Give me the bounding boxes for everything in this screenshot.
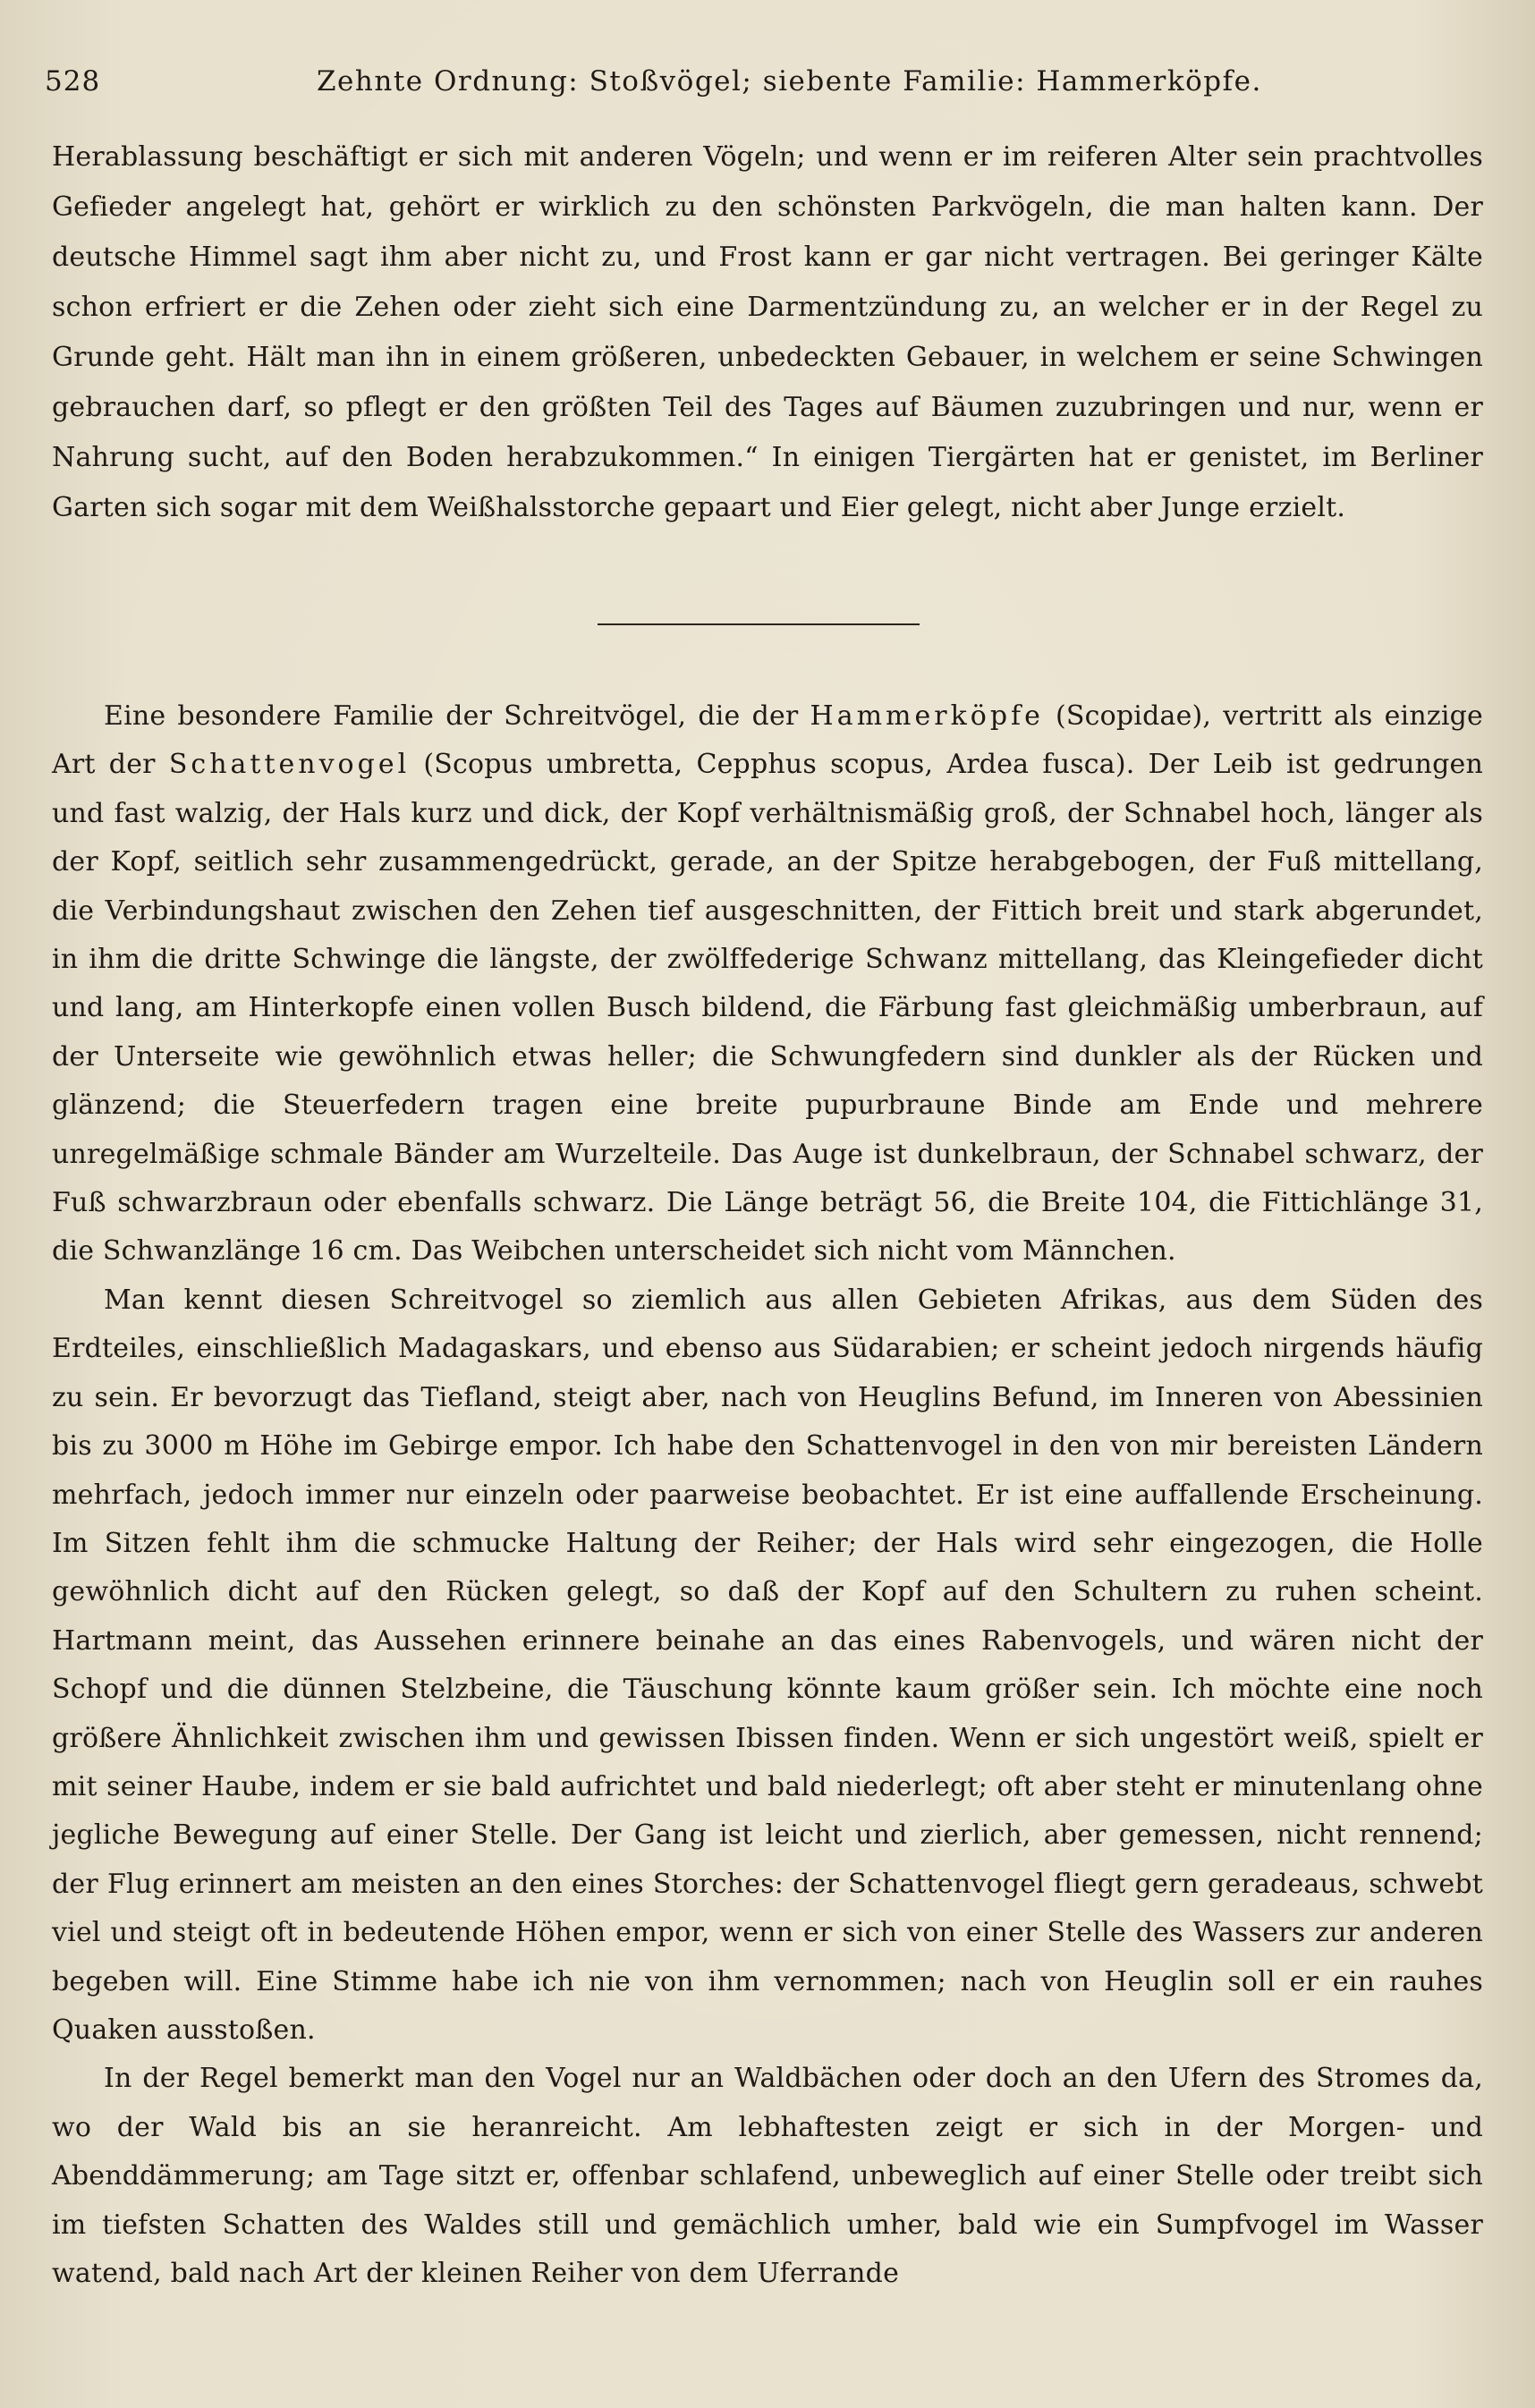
paragraph-3: In der Regel bemerkt man den Vogel nur an Waldbächen oder doch an den Ufern des Stromes da, wo der Wald bis an sie heranreicht. Am lebhaftesten zeigt er sich in der Morgen- und Abenddämmerung; am Tage sitzt er, offenbar schlafend, unbeweglich auf einer Stelle oder treibt sich im tiefsten Schatten des Waldes still und gemächlich umher, bald wie ein Sumpfvogel im Wasser watend, bald nach Art der kleinen Reiher von dem Uferrande	[52, 2063, 1483, 2289]
species-name: Schattenvogel	[168, 749, 411, 781]
page-number: 528	[45, 65, 101, 98]
paragraph-1	[52, 692, 1483, 1276]
intro-text-block	[52, 132, 1483, 533]
p1-start: Eine besondere Familie der Schreitvögel, die der	[104, 700, 810, 732]
family-name: Hammerköpfe	[810, 700, 1044, 732]
section-divider	[598, 623, 920, 625]
intro-paragraph: Herablassung beschäftigt er sich mit anderen Vögeln; und wenn er im reiferen Alter sein prachtvolles Gefieder angelegt hat, gehört er wirklich zu den schönsten Parkvögeln, die man halten kann. Der deutsche Himmel sagt ihm aber nicht zu, und Frost kann er gar nicht vertragen. Bei geringer Kälte schon erfriert er die Zehen oder zieht sich eine Darmentzündung zu, an welcher er in der Regel zu Grunde geht. Hält man ihn in einem größeren, unbedeckten Gebauer, in welchem er seine Schwingen gebrauchen darf, so pflegt er den größten Teil des Tages auf Bäumen zuzubringen und nur, wenn er Nahrung sucht, auf den Boden herabzukommen.“ In einigen Tiergärten hat er genistet, im Berliner Garten sich sogar mit dem Weißhalsstorche gepaart und Eier gelegt, nicht aber Junge erzielt.	[52, 141, 1483, 523]
page-header	[45, 59, 1494, 104]
running-head: Zehnte Ordnung: Stoßvögel; siebente Familie: Hammerköpfe.	[317, 65, 1262, 98]
p1-rest: (Scopus umbretta, Cepphus scopus, Ardea fusca). Der Leib ist gedrungen und fast walzig, der Hals kurz und dick, der Kopf verhältnismäßig groß, der Schnabel hoch, länger als der Kopf, seitlich sehr zusammengedrückt, gerade, an der Spitze herabgebogen, der Fuß mittellang, die Verbindungshaut zwischen den Zehen tief ausgeschnitten, der Fittich breit und stark abgerundet, in ihm die dritte Schwinge die längste, der zwölffederige Schwanz mittellang, das Kleingefieder dicht und lang, am Hinterkopfe einen vollen Busch bildend, die Färbung fast gleichmäßig umberbraun, auf der Unterseite wie gewöhnlich etwas heller; die Schwungfedern sind dunkler als der Rücken und glänzend; die Steuerfedern tragen eine breite pupurbraune Binde am Ende und mehrere unregelmäßige schmale Bänder am Wurzelteile. Das Auge ist dunkelbraun, der Schnabel schwarz, der Fuß schwarzbraun oder ebenfalls schwarz. Die Länge beträgt 56, die Breite 104, die Fittichlänge 31, die Schwanzlänge 16 cm. Das Weibchen unterscheidet sich nicht vom Männchen.	[52, 749, 1483, 1268]
family-latin: (Scopidae), vertritt als einzige Art der	[52, 700, 1484, 781]
section-hammerkoepfe	[52, 692, 1483, 2298]
paragraph-2: Man kennt diesen Schreitvogel so ziemlich aus allen Gebieten Afrikas, aus dem Süden des Erdteiles, einschließlich Madagaskars, und ebenso aus Südarabien; er scheint jedoch nirgends häufig zu sein. Er bevorzugt das Tiefland, steigt aber, nach von Heuglins Befund, im Inneren von Abessinien bis zu 3000 m Höhe im Gebirge empor. Ich habe den Schattenvogel in den von mir bereisten Ländern mehrfach, jedoch immer nur einzeln oder paarweise beobachtet. Er ist eine auffallende Erscheinung. Im Sitzen fehlt ihm die schmucke Haltung der Reiher; der Hals wird sehr eingezogen, die Holle gewöhnlich dicht auf den Rücken gelegt, so daß der Kopf auf den Schultern zu ruhen scheint. Hartmann meint, das Aussehen erinnere beinahe an das eines Rabenvogels, und wären nicht der Schopf und die dünnen Stelzbeine, die Täuschung könnte kaum größer sein. Ich möchte eine noch größere Ähnlichkeit zwischen ihm und gewissen Ibissen finden. Wenn er sich ungestört weiß, spielt er mit seiner Haube, indem er sie bald aufrichtet und bald niederlegt; oft aber steht er minutenlang ohne jegliche Bewegung auf einer Stelle. Der Gang ist leicht und zierlich, aber gemessen, nicht rennend; der Flug erinnert am meisten an den eines Storches: der Schattenvogel fliegt gern geradeaus, schwebt viel und steigt oft in bedeutende Höhen empor, wenn er sich von einer Stelle des Wassers zur anderen begeben will. Eine Stimme habe ich nie von ihm vernommen; nach von Heuglin soll er ein rauhes Quaken ausstoßen.	[52, 1284, 1483, 2046]
